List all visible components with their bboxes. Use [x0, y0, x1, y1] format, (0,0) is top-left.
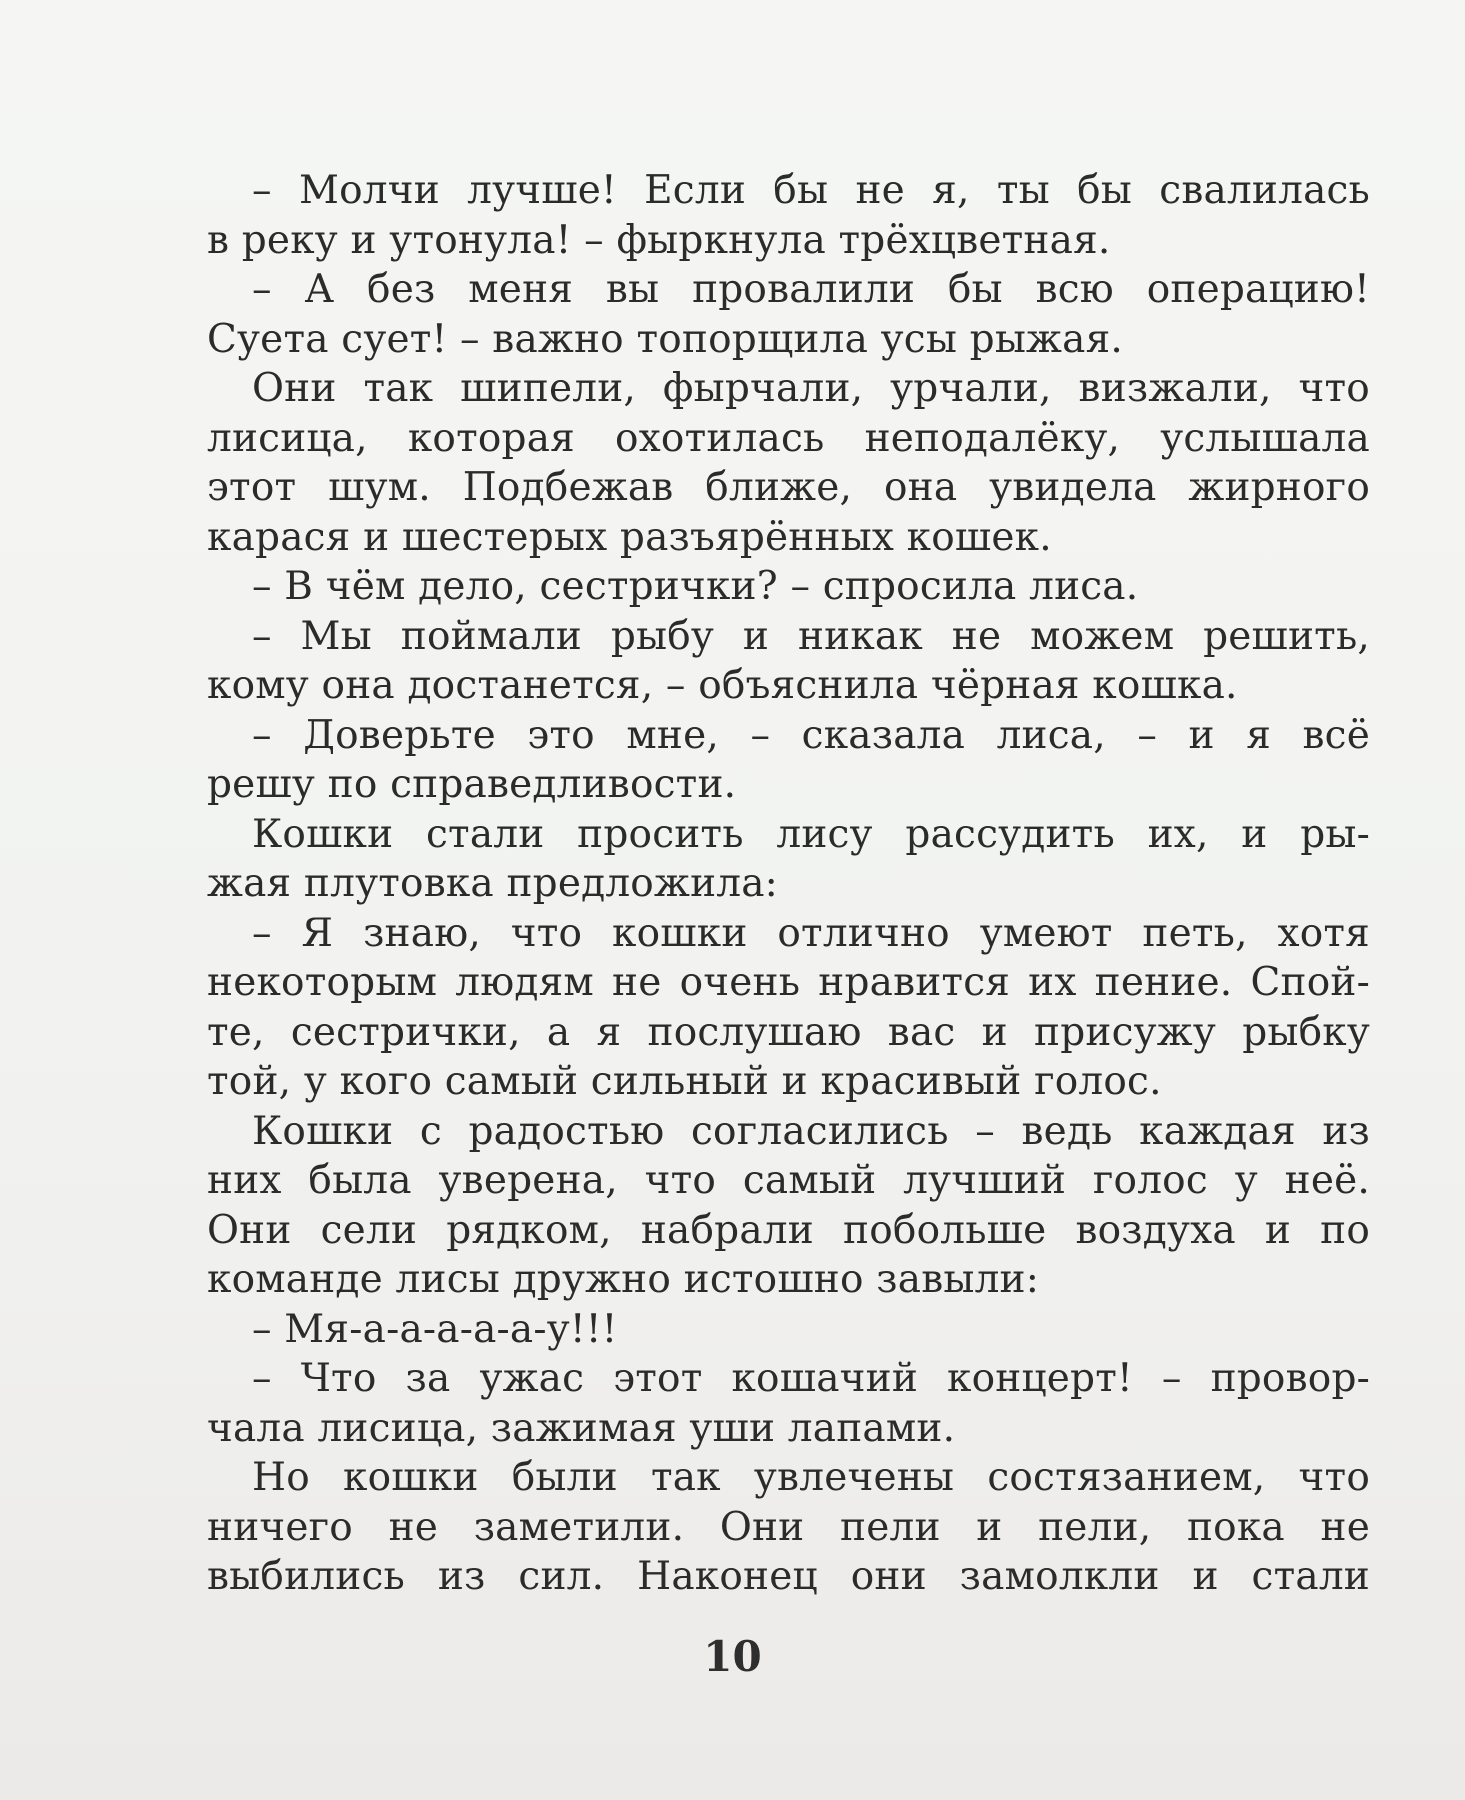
page-number: 10	[703, 1632, 762, 1681]
text-line: Они сели рядком, набрали побольше воздуха и по	[207, 1207, 1370, 1253]
text-line: карася и шестерых разъярённых кошек.	[207, 514, 1052, 560]
text-line: той, у кого самый сильный и красивый голос.	[207, 1059, 1162, 1104]
text-line: Кошки с радостью согласились – ведь каждая из	[252, 1108, 1370, 1154]
text-line: выбились из сил. Наконец они замолкли и стали	[207, 1554, 1370, 1599]
body-text	[207, 166, 1370, 1602]
text-line: этот шум. Подбежав ближе, она увидела жирного	[207, 465, 1370, 510]
text-line: – Я знаю, что кошки отлично умеют петь, хотя	[252, 910, 1370, 956]
text-line: лисица, которая охотилась неподалёку, услышала	[207, 415, 1370, 461]
text-line: те, сестрички, а я послушаю вас и присужу рыбку	[207, 1009, 1370, 1055]
text-line: в реку и утонула! – фыркнула трёхцветная.	[207, 217, 1111, 263]
text-line: – А без меня вы провалили бы всю операцию!	[252, 267, 1370, 312]
text-line: Суета сует! – важно топорщила усы рыжая.	[207, 316, 1123, 362]
text-line: – В чём дело, сестрички? – спросила лиса.	[252, 564, 1139, 609]
text-line: Они так шипели, фырчали, урчали, визжали, что	[252, 366, 1370, 411]
text-line: ничего не заметили. Они пели и пели, пока не	[207, 1504, 1370, 1550]
text-line: некоторым людям не очень нравится их пение. Спой-	[207, 960, 1370, 1005]
text-line: – Мы поймали рыбу и никак не можем решить,	[252, 613, 1370, 659]
text-line: – Что за ужас этот кошачий концерт! – провор-	[252, 1356, 1370, 1401]
text-line: – Мя-а-а-а-а-а-у!!!	[252, 1306, 618, 1352]
text-line: Кошки стали просить лису рассудить их, и ры-	[252, 811, 1370, 857]
text-line: команде лисы дружно истошно завыли:	[207, 1257, 1040, 1302]
text-line: решу по справедливости.	[207, 762, 737, 807]
text-line: них была уверена, что самый лучший голос у неё.	[207, 1158, 1370, 1203]
text-line: Но кошки были так увлечены состязанием, что	[252, 1455, 1370, 1500]
text-line: жая плутовка предложила:	[207, 861, 779, 906]
text-line: чала лисица, зажимая уши лапами.	[207, 1405, 956, 1451]
text-line: – Доверьте это мне, – сказала лиса, – и я всё	[252, 712, 1370, 758]
text-line: – Молчи лучше! Если бы не я, ты бы свалилась	[252, 168, 1370, 213]
text-line: кому она достанется, – объяснила чёрная кошка.	[207, 663, 1238, 708]
